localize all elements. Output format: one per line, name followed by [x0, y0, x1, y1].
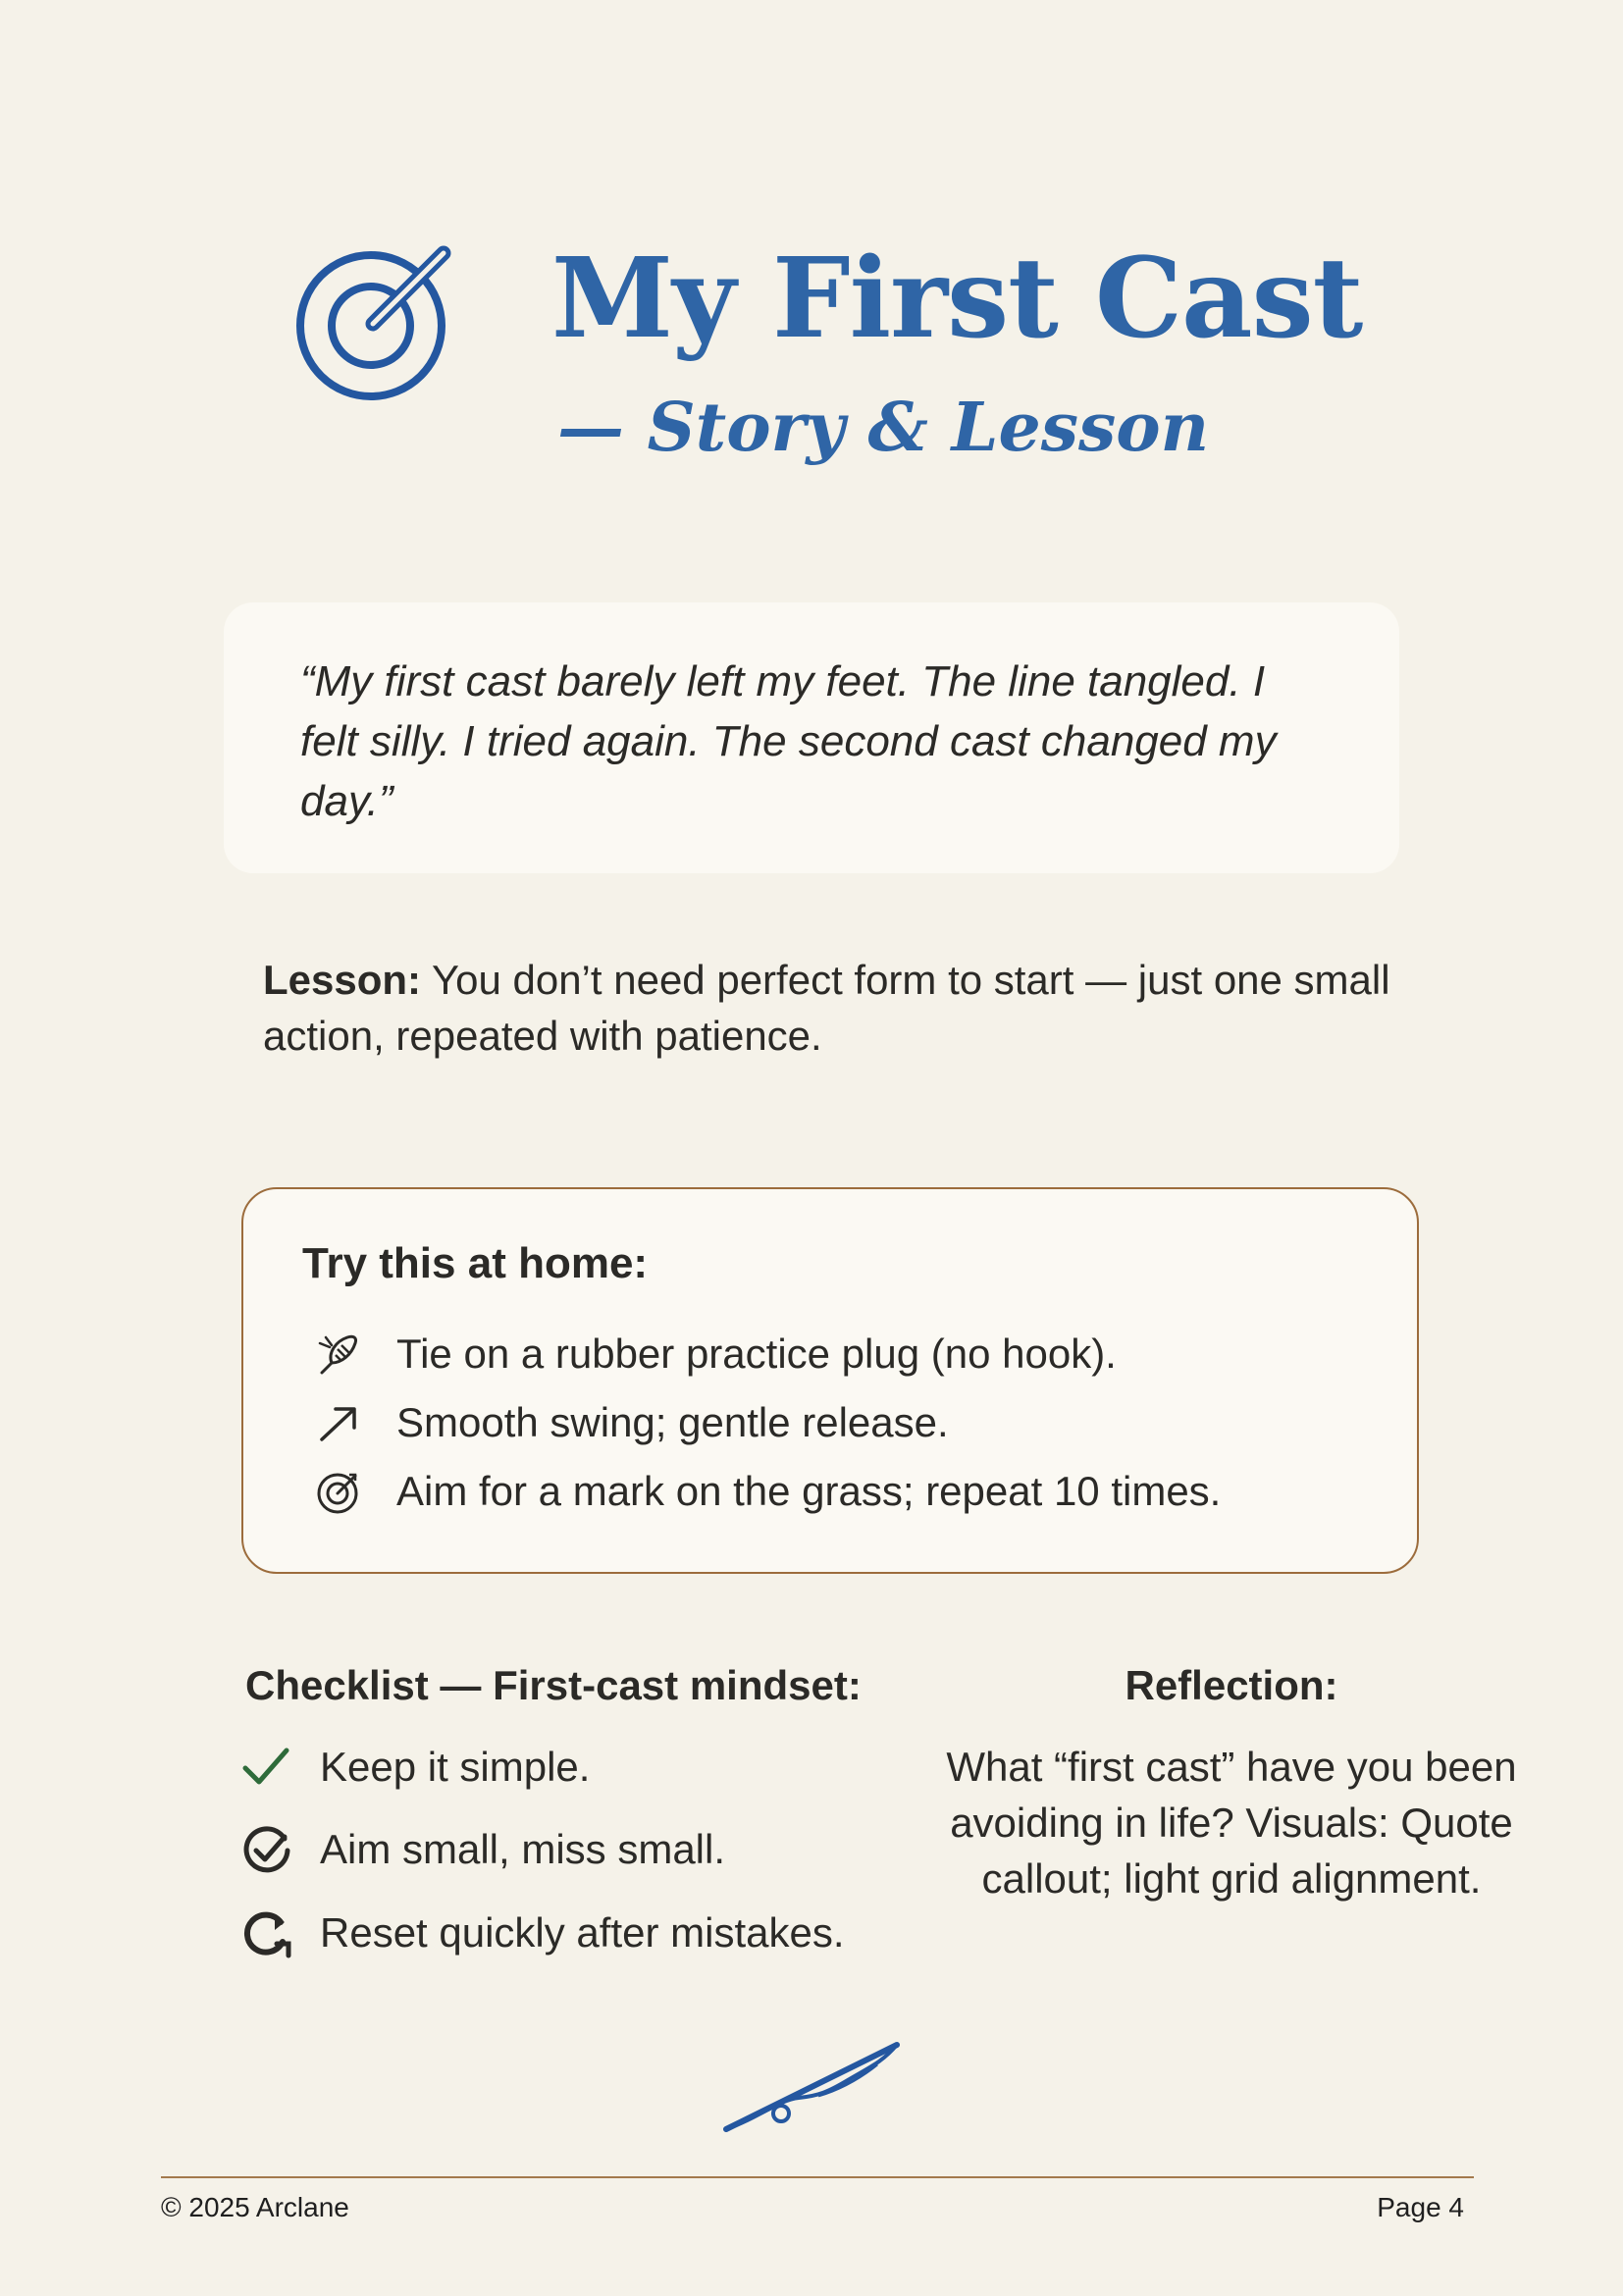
try-item — [314, 1395, 949, 1450]
reflection-text: What “first cast” have you been avoiding in life? Visuals: Quote callout; light grid alignment. — [946, 1744, 1517, 1902]
footer-copyright: © 2025 Arclane — [161, 2192, 349, 2222]
try-item-text: Aim for a mark on the grass; repeat 10 times. — [396, 1468, 1222, 1514]
try-item-text: Smooth swing; gentle release. — [396, 1399, 949, 1445]
page-subtitle: — Story & Lesson — [557, 389, 1210, 467]
checklist-item-text: Keep it simple. — [320, 1744, 591, 1790]
page-title: My First Cast — [551, 235, 1363, 363]
practice-plug-icon — [314, 1330, 363, 1379]
lesson-paragraph — [263, 952, 1401, 1064]
footer-page-number: Page 4 — [1377, 2192, 1464, 2222]
quote-callout — [224, 602, 1399, 873]
try-item — [314, 1464, 1222, 1519]
try-at-home-heading: Try this at home: — [302, 1239, 649, 1287]
try-at-home-box — [241, 1187, 1419, 1574]
try-item — [314, 1327, 1117, 1382]
lesson-label: Lesson: — [263, 957, 422, 1003]
check-circle-icon — [241, 1825, 292, 1876]
checklist-heading: Checklist — First-cast mindset: — [245, 1662, 862, 1708]
checkmark-icon — [241, 1743, 292, 1794]
checklist-item-text: Aim small, miss small. — [320, 1826, 726, 1872]
target-icon — [296, 243, 453, 400]
refresh-icon — [241, 1908, 292, 1959]
arrow-up-right-icon — [314, 1398, 363, 1447]
fishing-rod-icon — [720, 2041, 907, 2137]
lesson-text: You don’t need perfect form to start — just one small action, repeated with patience. — [263, 957, 1390, 1059]
checklist-item-text: Reset quickly after mistakes. — [320, 1909, 845, 1956]
footer-divider — [161, 2176, 1474, 2178]
target-icon — [314, 1467, 363, 1516]
try-item-text: Tie on a rubber practice plug (no hook). — [396, 1331, 1117, 1377]
reflection-heading: Reflection: — [1125, 1662, 1338, 1708]
quote-text: “My first cast barely left my feet. The line tangled. I felt silly. I tried again. The second cast changed my day.” — [300, 657, 1277, 825]
